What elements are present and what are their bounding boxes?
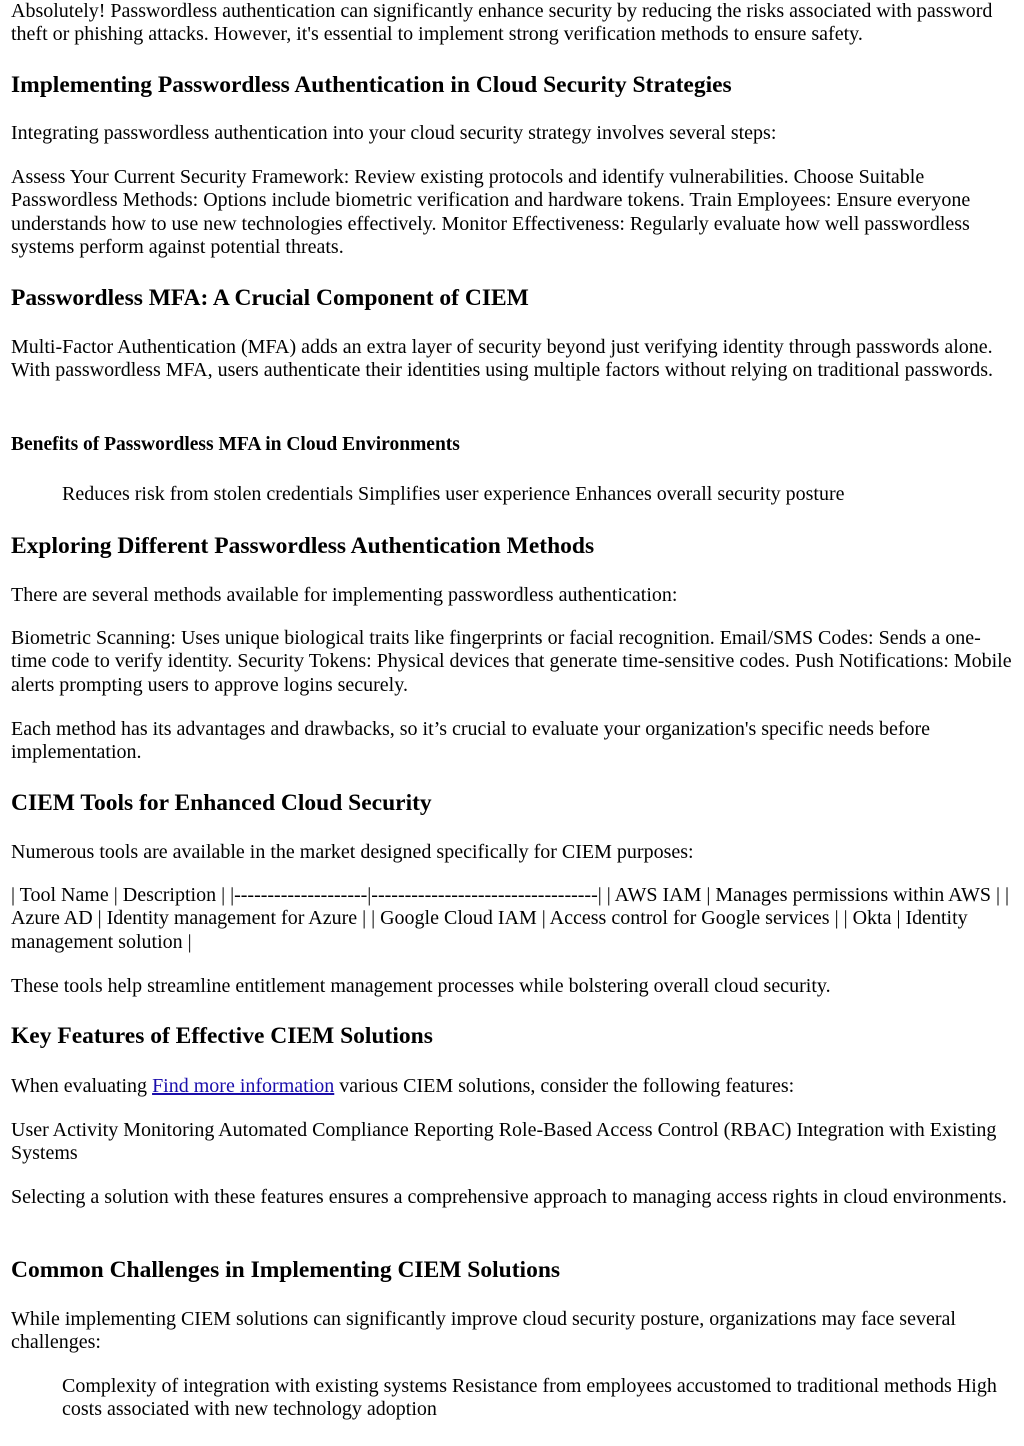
subheading-benefits-mfa: Benefits of Passwordless MFA in Cloud Environments [11, 434, 460, 455]
sec6-paragraph-1: While implementing CIEM solutions can significantly improve cloud security posture, organizations may face several challenges: [11, 1308, 956, 1354]
sec4-paragraph-1: Numerous tools are available in the market designed specifically for CIEM purposes: [11, 841, 694, 863]
sec1-paragraph-1: Integrating passwordless authentication into your cloud security strategy involves several steps: [11, 122, 777, 144]
sec2-paragraph-1: Multi-Factor Authentication (MFA) adds an extra layer of security beyond just verifying identity through passwords alone. With passwordless MFA, users authenticate their identities using multiple factors without relying on traditional passwords. [11, 336, 993, 382]
heading-passwordless-mfa: Passwordless MFA: A Crucial Component of CIEM [11, 285, 529, 311]
heading-implementing-passwordless: Implementing Passwordless Authentication in Cloud Security Strategies [11, 72, 732, 98]
heading-exploring-methods: Exploring Different Passwordless Authentication Methods [11, 533, 595, 559]
sec3-paragraph-2: Biometric Scanning: Uses unique biological traits like fingerprints or facial recognition. Email/SMS Codes: Sends a one-time code to verify identity. Security Tokens: Physical devices that generate time-sensitive codes. Push Notifications: Mobile alerts prompting users to approve logins securely. [11, 627, 1012, 696]
sec3-paragraph-1: There are several methods available for implementing passwordless authentication: [11, 584, 678, 606]
ciem-tools-table-text: | Tool Name | Description | |--------------------|----------------------------------| | AWS IAM | Manages permissions within AWS | | Azure AD | Identity management for Azure | | Google Cloud IAM | Access control for Google services | | Okta | Identity management solution | [11, 884, 1009, 953]
sec5-p1-after: various CIEM solutions, consider the following features: [334, 1075, 795, 1097]
sec5-paragraph-2: User Activity Monitoring Automated Compliance Reporting Role-Based Access Control (RBAC) Integration with Existing Systems [11, 1119, 997, 1165]
sec4-paragraph-2: These tools help streamline entitlement management processes while bolstering overall cloud security. [11, 975, 831, 997]
sec5-p1-before: When evaluating [11, 1075, 153, 1097]
sec5-paragraph-3: Selecting a solution with these features ensures a comprehensive approach to managing access rights in cloud environments. [11, 1186, 1007, 1208]
sec3-paragraph-3: Each method has its advantages and drawbacks, so it’s crucial to evaluate your organization's specific needs before implementation. [11, 718, 931, 764]
find-more-information-link[interactable]: Find more information [152, 1075, 335, 1097]
benefits-list: Reduces risk from stolen credentials Simplifies user experience Enhances overall security posture [62, 483, 845, 505]
sec1-paragraph-2: Assess Your Current Security Framework: Review existing protocols and identify vulnerabilities. Choose Suitable Passwordless Methods: Options include biometric verification and hardware tokens. Train Employees: Ensure everyone understands how to use new technologies effectively. Monitor Effectiveness: Regularly evaluate how well passwordless systems perform against potential threats. [11, 166, 971, 258]
sec5-paragraph-1 [11, 1075, 1013, 1098]
heading-key-features: Key Features of Effective CIEM Solutions [11, 1023, 433, 1049]
heading-ciem-tools: CIEM Tools for Enhanced Cloud Security [11, 790, 432, 816]
challenges-list: Complexity of integration with existing systems Resistance from employees accustomed to traditional methods High costs associated with new technology adoption [62, 1375, 997, 1421]
heading-common-challenges: Common Challenges in Implementing CIEM Solutions [11, 1257, 561, 1283]
intro-paragraph: Absolutely! Passwordless authentication can significantly enhance security by reducing the risks associated with password theft or phishing attacks. However, it's essential to implement strong verification methods to ensure safety. [11, 0, 993, 46]
